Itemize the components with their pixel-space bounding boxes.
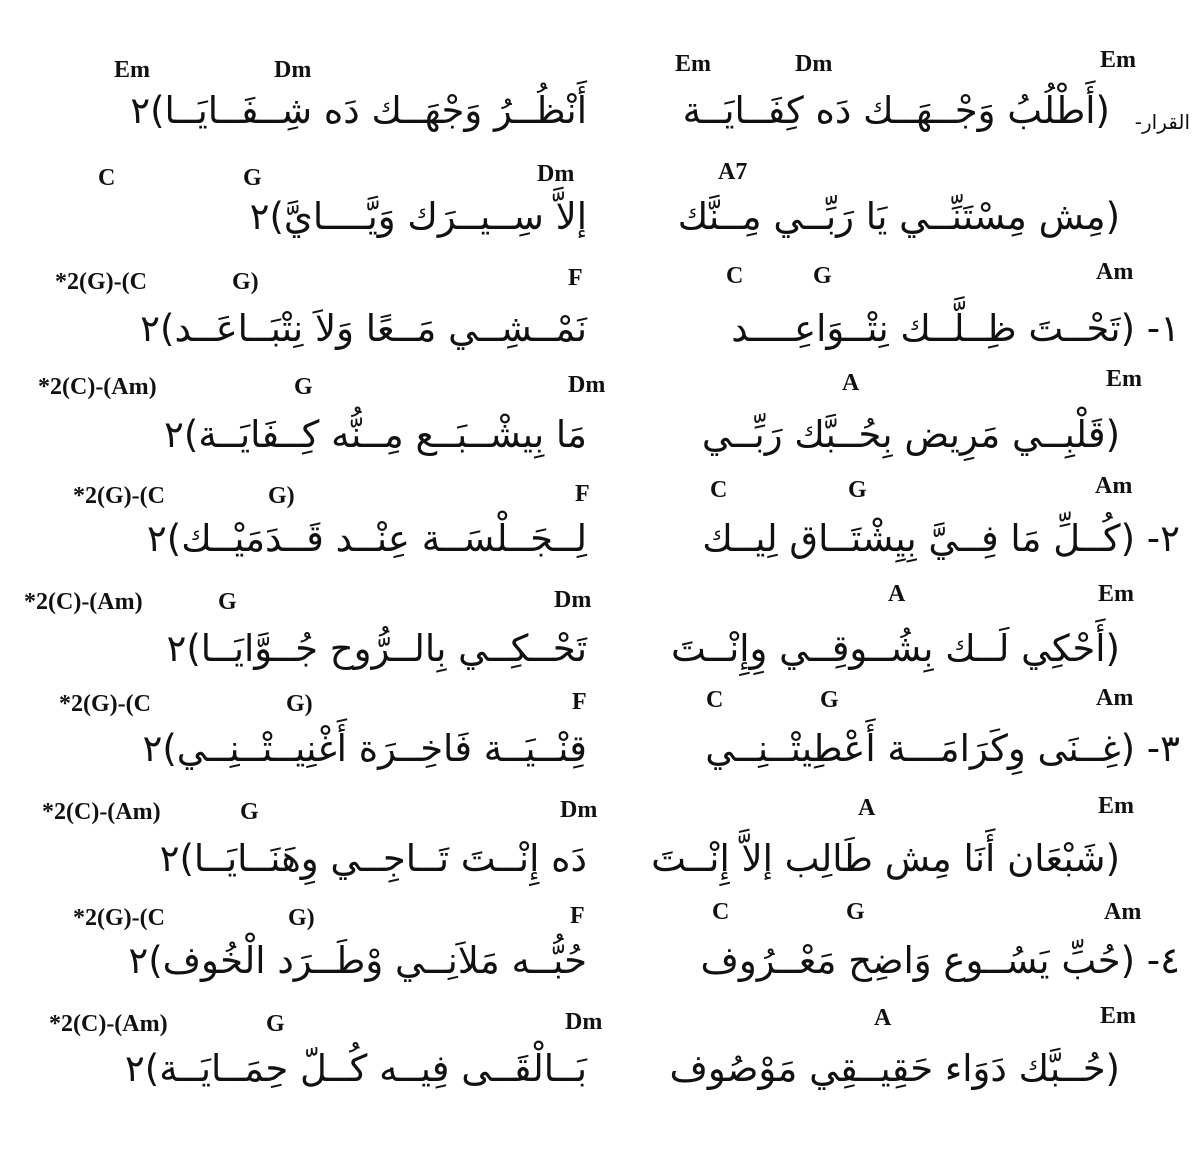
chord: A bbox=[888, 581, 906, 607]
lyric-line: (حُــبَّك دَوَاء حَقِيــقِي مَوْصُوف bbox=[669, 1047, 1120, 1090]
chord: G bbox=[820, 687, 839, 713]
chord: *2(G)-(C bbox=[73, 905, 165, 931]
lyric-line: ١- (تَحْــتَ ظِــلَّــك نِتْــوَاعِــــد bbox=[731, 307, 1180, 350]
lyric-line: بَــالْقَــى فِيــه كُــلّ حِمَــايَــة)٢ bbox=[124, 1047, 587, 1090]
chord: *2(C)-(Am) bbox=[38, 374, 157, 400]
chord: G bbox=[294, 374, 313, 400]
chord: Em bbox=[1100, 47, 1136, 73]
chord: A7 bbox=[718, 159, 748, 185]
chord: Em bbox=[1098, 581, 1134, 607]
lyric-line: إلاَّ سِــيــرَك وَيَّــــايَّ)٢ bbox=[249, 195, 587, 238]
chord: F bbox=[572, 689, 587, 715]
chord: *2(G)-(C bbox=[55, 269, 147, 295]
lyric-line: ٢- (كُــلِّ مَا فِــيَّ بِيِشْتَــاق لِيــك bbox=[702, 517, 1180, 560]
chord: G) bbox=[268, 483, 295, 509]
chord: Dm bbox=[565, 1009, 603, 1035]
lyric-line: حُبُّــه مَلاَنِــي وْطَــرَد الْخُوف)٢ bbox=[128, 939, 587, 982]
chord: *2(C)-(Am) bbox=[24, 589, 143, 615]
chord: C bbox=[98, 165, 116, 191]
chord: Em bbox=[114, 57, 150, 83]
chord: A bbox=[842, 370, 860, 396]
chord: G) bbox=[288, 905, 315, 931]
chord: Am bbox=[1096, 685, 1134, 711]
chord: *2(G)-(C bbox=[59, 691, 151, 717]
chord: Dm bbox=[537, 161, 575, 187]
chord: *2(C)-(Am) bbox=[42, 799, 161, 825]
lyric-line: (أَطْلُبُ وَجْــهَــك دَه كِفَــايَــة bbox=[682, 89, 1110, 132]
chord: G bbox=[848, 477, 867, 503]
lyric-line: (مِش مِسْتَنِّــي يَا رَبِّــي مِــنَّك bbox=[677, 195, 1120, 238]
chord: Dm bbox=[554, 587, 592, 613]
chord: C bbox=[712, 899, 730, 925]
lyric-line: قِنْــيَــة فَاخِــرَة أَغْنِيــتْــنِــي)٢ bbox=[142, 727, 587, 770]
chord: Am bbox=[1095, 473, 1133, 499]
lyric-line: (أَحْكِي لَــك بِشُــوقِــي وِإِنْــتَ bbox=[670, 627, 1120, 670]
chord: Am bbox=[1096, 259, 1134, 285]
lyric-line: (قَلْبِــي مَرِيض بِحُــبَّك رَبِّــي bbox=[701, 413, 1120, 456]
chord: G bbox=[266, 1011, 285, 1037]
lyric-line: ٤- (حُبِّ يَسُــوع وَاضِح مَعْــرُوف bbox=[700, 939, 1180, 982]
chord: F bbox=[570, 903, 585, 929]
chord: Dm bbox=[568, 372, 606, 398]
chord: G bbox=[218, 589, 237, 615]
chord: G bbox=[243, 165, 262, 191]
lyric-line: ٣- (غِــنَى وِكَرَامَـــة أَعْطِيتْــنِــي bbox=[705, 727, 1180, 770]
chord: G bbox=[813, 263, 832, 289]
chord: G bbox=[240, 799, 259, 825]
chord: G bbox=[846, 899, 865, 925]
chord: A bbox=[874, 1005, 892, 1031]
lyric-line: مَا بِيشْــبَــع مِــنُّه كِــفَايَــة)٢ bbox=[164, 413, 587, 456]
lyric-line: نَمْــشِــي مَــعًا وَلاَ نِتْبَــاعَــد)٢ bbox=[140, 307, 587, 350]
chord: Am bbox=[1104, 899, 1142, 925]
chord: *2(C)-(Am) bbox=[49, 1011, 168, 1037]
chord: Em bbox=[675, 51, 711, 77]
chord: Dm bbox=[274, 57, 312, 83]
chord: Em bbox=[1098, 793, 1134, 819]
chord: *2(G)-(C bbox=[73, 483, 165, 509]
refrain-label: القرار- bbox=[1134, 110, 1190, 134]
chord: Em bbox=[1100, 1003, 1136, 1029]
chord: F bbox=[575, 481, 590, 507]
chord: G) bbox=[232, 269, 259, 295]
chord: C bbox=[710, 477, 728, 503]
lyric-line: لِــجَــلْسَــة عِنْــد قَــدَمَيْــك)٢ bbox=[146, 517, 587, 560]
lyric-line: أَنْظُــرُ وَجْهَــك دَه شِــفَــايَــا)٢ bbox=[130, 89, 587, 132]
lyric-line: تَحْــكِــي بِالــرُّوح جُــوَّايَــا)٢ bbox=[166, 627, 587, 670]
chord: G) bbox=[286, 691, 313, 717]
chord: F bbox=[568, 265, 583, 291]
chord: C bbox=[706, 687, 724, 713]
chord: Dm bbox=[560, 797, 598, 823]
lyric-line: (شَبْعَان أَنَا مِش طَالِب إلاَّ إِنْــتَ bbox=[651, 837, 1120, 880]
chord: C bbox=[726, 263, 744, 289]
chord: Dm bbox=[795, 51, 833, 77]
chord: Em bbox=[1106, 366, 1142, 392]
lyric-line: دَه إِنْــتَ تَــاجِــي وِهَنَــايَــا)٢ bbox=[159, 837, 587, 880]
chord: A bbox=[858, 795, 876, 821]
